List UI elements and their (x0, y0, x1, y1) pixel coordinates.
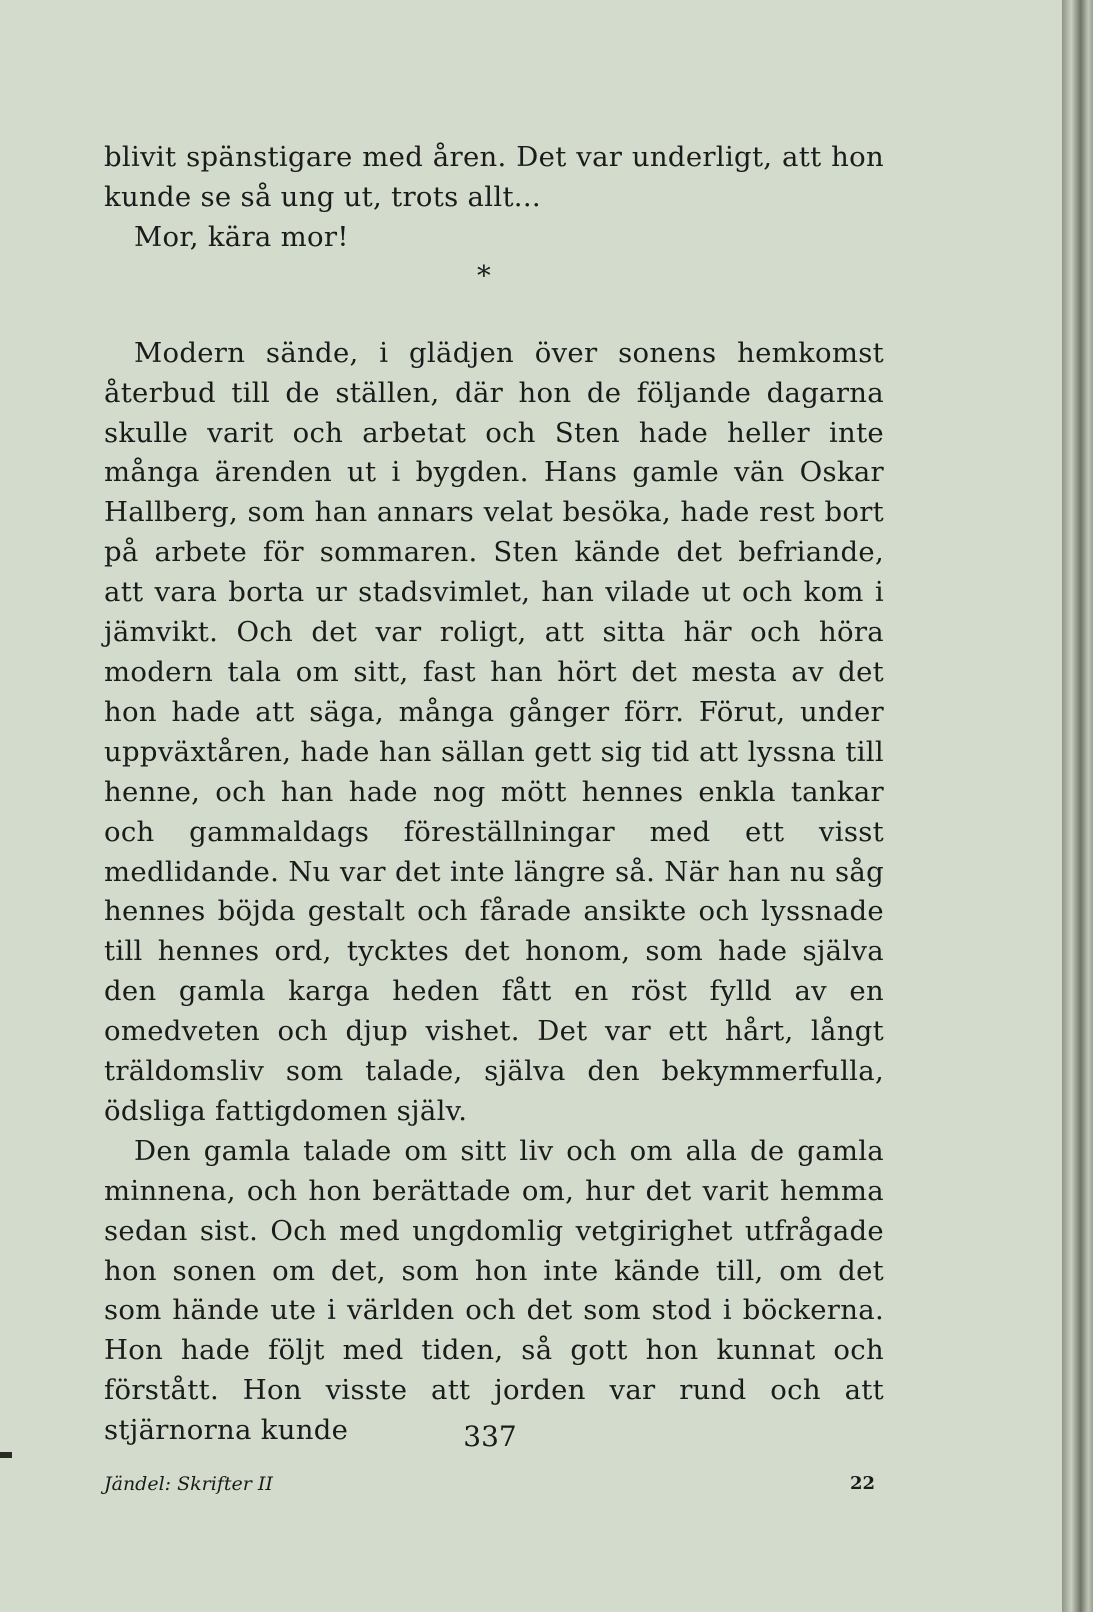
signature-mark-title: Jändel: Skrifter II (104, 1473, 273, 1495)
page-number: 337 (463, 1420, 517, 1453)
paragraph-4: Den gamla talade om sitt liv och om alla de gamla minnena, och hon berättade om, hur det varit hemma sedan sist. Och med ungdomlig vetgirighet utfrågade hon sonen om det, som hon inte kände till, om det som hände ute i världen och det som stod i böckerna. Hon hade följt med tiden, så gott hon kunnat och förstått. Hon visste att jorden var rund och att stjärnorna kunde (104, 1134, 884, 1447)
section-separator (104, 256, 884, 296)
paragraph-1: blivit spänstigare med åren. Det var underligt, att hon kunde se så ung ut, trots allt... (104, 141, 884, 213)
page-fold-mark (0, 1452, 12, 1458)
signature-mark-number: 22 (850, 1473, 876, 1494)
body-text (104, 138, 884, 1451)
separator-asterisk: * (476, 259, 492, 292)
paragraph-2: Mor, kära mor! (134, 220, 349, 253)
paragraph-3: Modern sände, i glädjen över sonens hemkomst återbud till de ställen, där hon de följande dagarna skulle varit och arbetat och Sten hade heller inte många ärenden ut i bygden. Hans gamle vän Oskar Hallberg, som han annars velat besöka, hade rest bort på arbete för sommaren. Sten kände det befriande, att vara borta ur stadsvimlet, han vilade ut och kom i jämvikt. Och det var roligt, att sitta här och höra modern tala om sitt, fast han hört det mesta av det hon hade att säga, många gånger förr. Förut, under uppväxtåren, hade han sällan gett sig tid att lyssna till henne, och han hade nog mött hennes enkla tankar och gammaldags föreställningar med ett visst medlidande. Nu var det inte längre så. När han nu såg hennes böjda gestalt och fårade ansikte och lyssnade till hennes ord, tycktes det honom, som hade själva den gamla karga heden fått en röst fylld av en omedveten och djup vishet. Det var ett hårt, långt träldomsliv som talade, själva den bekymmerfulla, ödsliga fattigdomen själv. (104, 336, 884, 1127)
book-edge (1062, 0, 1093, 1612)
